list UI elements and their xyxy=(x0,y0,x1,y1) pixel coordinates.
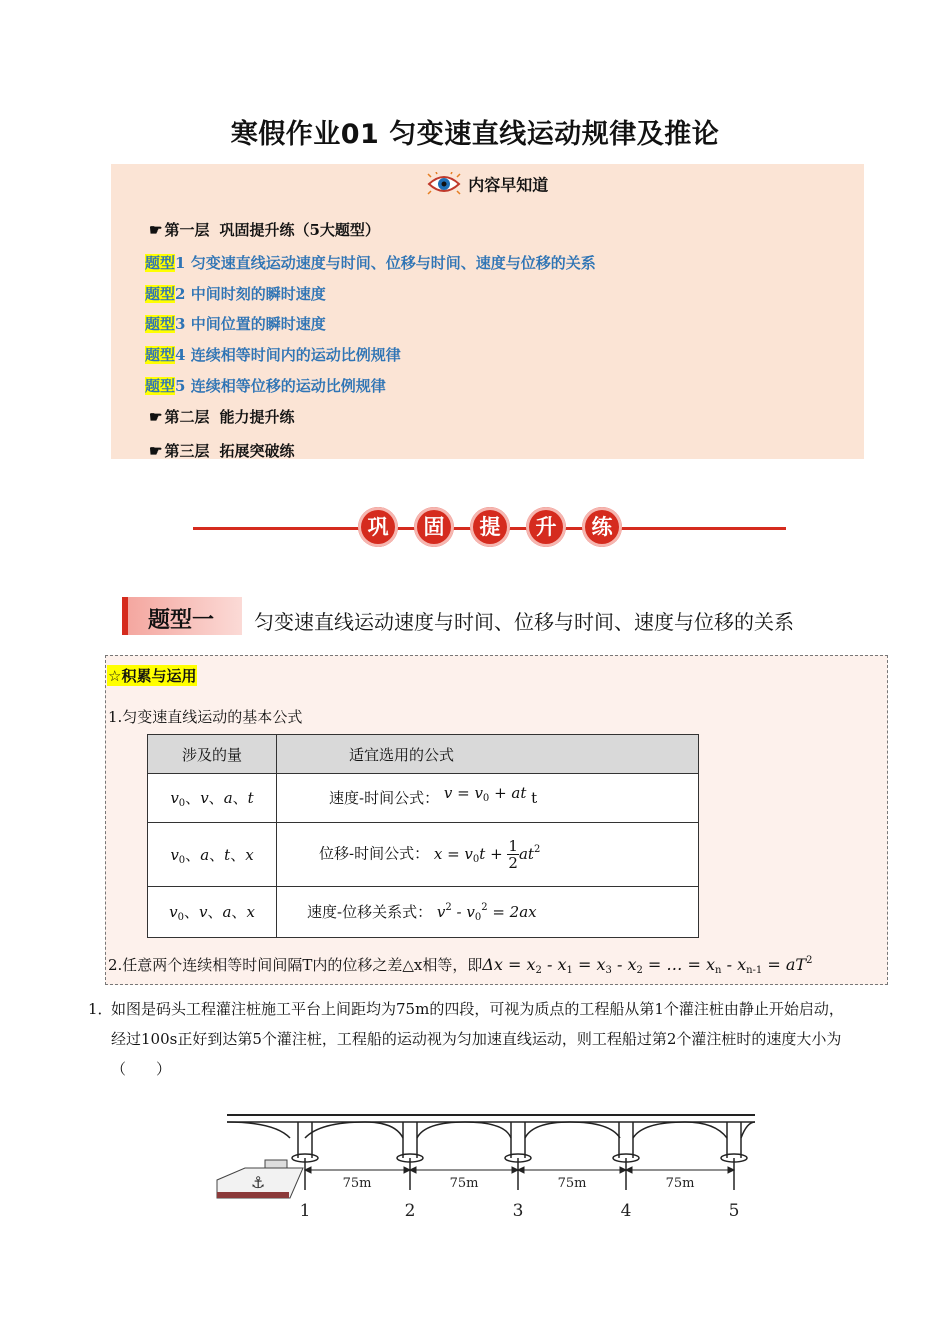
summary-line-1: 1.匀变速直线运动的基本公式 xyxy=(108,708,303,726)
table-header-cell: 适宜选用的公式 xyxy=(277,735,699,774)
toc-type-4[interactable]: 题型4 连续相等时间内的运动比例规律 xyxy=(145,346,401,364)
eye-icon xyxy=(427,172,461,196)
table-row xyxy=(148,774,699,823)
pointing-hand-icon: ☛ xyxy=(149,442,163,460)
toc-type-1[interactable]: 题型1 匀变速直线运动速度与时间、位移与时间、速度与位移的关系 xyxy=(145,254,596,272)
table-vars-cell: $v_0$、a、t、x xyxy=(148,823,277,887)
question-number: 1． xyxy=(88,1000,113,1018)
toc-type-3[interactable]: 题型3 中间位置的瞬时速度 xyxy=(145,315,326,333)
question-1 xyxy=(88,994,858,1084)
toc-heading: 内容早知道 xyxy=(111,172,864,196)
anchor-icon: ⚓ xyxy=(251,1173,266,1192)
table-vars-cell: $v_0$、v、a、t xyxy=(148,774,277,823)
banner-line-right xyxy=(626,527,786,530)
toc-layer-2[interactable]: ☛ 第二层 能力提升练 xyxy=(149,408,295,426)
toc-box xyxy=(111,164,864,459)
toc-type-5[interactable]: 题型5 连续相等位移的运动比例规律 xyxy=(145,377,386,395)
summary-tag: ☆积累与运用 xyxy=(108,667,197,685)
pile-label: 4 xyxy=(620,1201,632,1221)
section-title: 匀变速直线运动速度与时间、位移与时间、速度与位移的关系 xyxy=(254,610,794,634)
summary-box xyxy=(105,655,888,985)
segment-label: 75m xyxy=(665,1176,695,1191)
pile-label: 2 xyxy=(404,1201,416,1221)
toc-layer-3[interactable]: ☛ 第三层 拓展突破练 xyxy=(149,442,295,460)
pile-labels xyxy=(300,1201,740,1221)
deck-arches xyxy=(227,1122,755,1138)
boat-icon xyxy=(217,1160,303,1198)
pointing-hand-icon: ☛ xyxy=(149,408,163,426)
banner-char: 提 xyxy=(470,507,510,547)
table-formula-cell: 速度-位移关系式： $v^2 - v_0^2 = 2ax$ xyxy=(277,887,699,938)
table-formula-cell: 位移-时间公式： $x = v_0t$ + $\frac{1}{2}$ $at^2$ xyxy=(277,823,699,887)
table-header-row xyxy=(148,735,699,774)
segment-label: 75m xyxy=(449,1176,479,1191)
toc-layer-1[interactable]: ☛ 第一层 巩固提升练（5大题型） xyxy=(149,221,380,239)
toc-type-2[interactable]: 题型2 中间时刻的瞬时速度 xyxy=(145,285,326,303)
banner-char: 巩 xyxy=(358,507,398,547)
pile-label: 1 xyxy=(299,1201,311,1221)
banner-char: 练 xyxy=(582,507,622,547)
pointing-hand-icon: ☛ xyxy=(149,221,163,239)
table-formula-cell: 速度-时间公式： $v = v_0$ + at t xyxy=(277,774,699,823)
section-tag: 题型一 xyxy=(122,597,242,635)
banner-char: 固 xyxy=(414,507,454,547)
dimension-lines xyxy=(305,1167,734,1173)
table-header-cell: 涉及的量 xyxy=(148,735,277,774)
formula-table xyxy=(147,734,699,938)
table-vars-cell: $v_0$、v、a、x xyxy=(148,887,277,938)
table-row xyxy=(148,823,699,887)
banner-line-left xyxy=(193,527,353,530)
table-row xyxy=(148,887,699,938)
banner-char: 升 xyxy=(526,507,566,547)
pile-label: 5 xyxy=(728,1201,740,1221)
pile-label: 3 xyxy=(512,1201,524,1221)
segment-label: 75m xyxy=(557,1176,587,1191)
question-text: 如图是码头工程灌注桩施工平台上间距均为75m的四段，可视为质点的工程船从第1个灌注桩由静止开始启动，经过100s正好到达第5个灌注桩，工程船的运动视为匀加速直线运动，则工程船过第2个灌注桩时的速度大小为（ ） xyxy=(111,1000,844,1078)
page-title: 寒假作业01 匀变速直线运动规律及推论 xyxy=(230,119,720,150)
pile-platform-figure xyxy=(215,1108,760,1223)
summary-line-2: 2.任意两个连续相等时间间隔T内的位移之差△x相等，即$\Delta x = x_2 - x_1 = x_3 - x_2$ = … = $x_n - x_{n-1} = aT^2$ xyxy=(108,955,813,976)
segment-label: 75m xyxy=(342,1176,372,1191)
